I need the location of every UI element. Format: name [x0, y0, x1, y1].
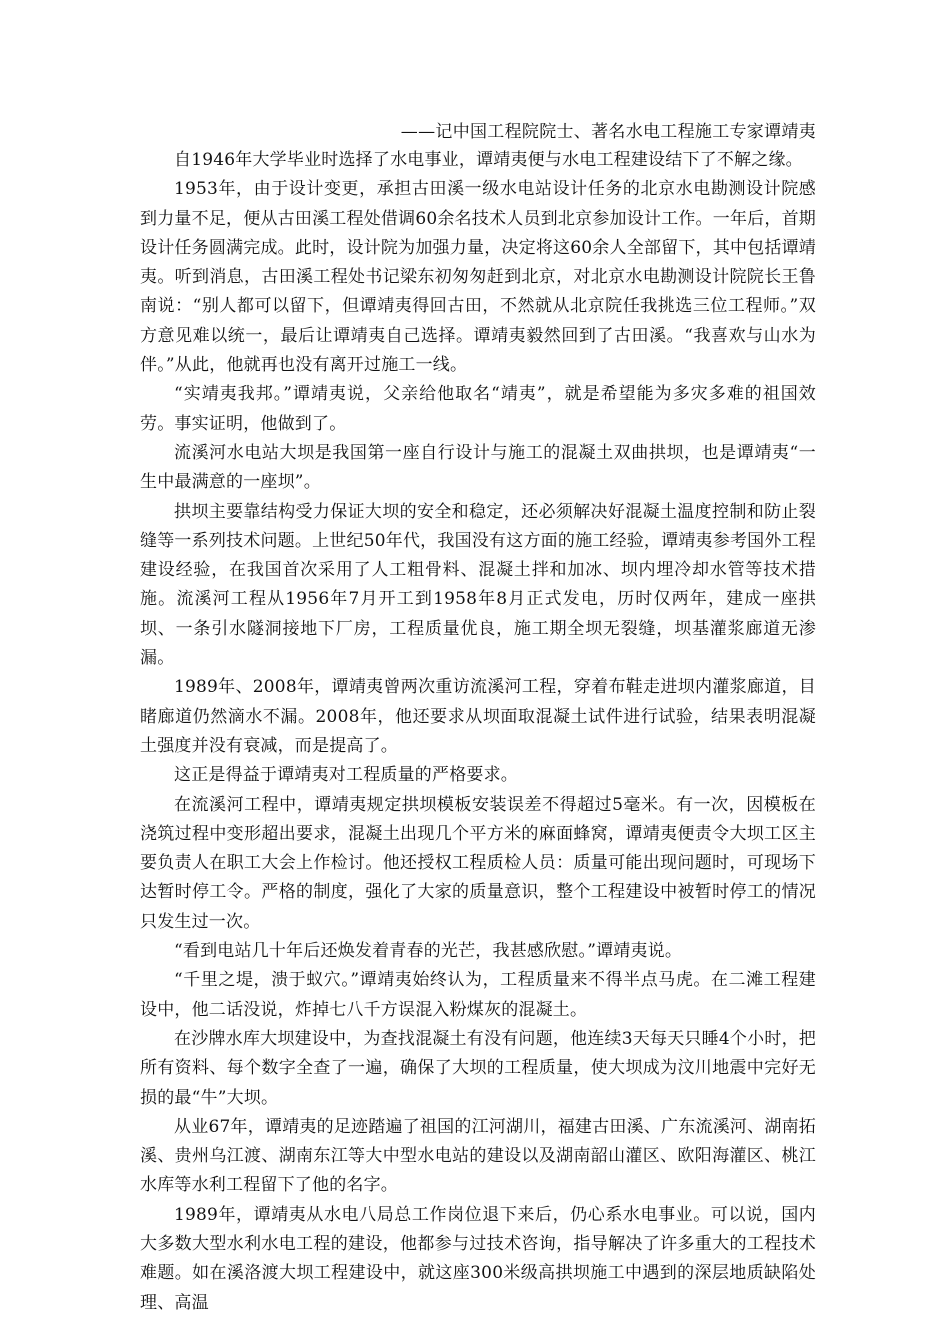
paragraph: “千里之堤，溃于蚁穴。”谭靖夷始终认为，工程质量来不得半点马虎。在二滩工程建设中，他二话没说，炸掉七八千方误混入粉煤灰的混凝土。	[140, 970, 816, 1020]
paragraph: “实靖夷我邦。”谭靖夷说，父亲给他取名“靖夷”，就是希望能为多灾多难的祖国效劳。事实证明，他做到了。	[140, 384, 816, 434]
paragraph: 在流溪河工程中，谭靖夷规定拱坝模板安装误差不得超过5毫米。有一次，因模板在浇筑过程中变形超出要求，混凝土出现几个平方米的麻面蜂窝，谭靖夷便责令大坝工区主要负责人在职工大会上作检讨。他还授权工程质检人员：质量可能出现问题时，可现场下达暂时停工令。严格的制度，强化了大家的质量意识，整个工程建设中被暂时停工的情况只发生过一次。	[140, 794, 816, 932]
article-subtitle: ——记中国工程院院士、著名水电工程施工专家谭靖夷	[400, 122, 816, 142]
article-page	[140, 118, 816, 1318]
paragraph: 1989年、2008年，谭靖夷曾两次重访流溪河工程，穿着布鞋走进坝内灌浆廊道，目睹廊道仍然滴水不漏。2008年，他还要求从坝面取混凝土试件进行试验，结果表明混凝土强度并没有衰减，而是提高了。	[140, 677, 816, 756]
paragraph: 1953年，由于设计变更，承担古田溪一级水电站设计任务的北京水电勘测设计院感到力量不足，便从古田溪工程处借调60余名技术人员到北京参加设计工作。一年后，首期设计任务圆满完成。此时，设计院为加强力量，决定将这60余人全部留下，其中包括谭靖夷。听到消息，古田溪工程处书记梁东初匆匆赶到北京，对北京水电勘测设计院院长王鲁南说：“别人都可以留下，但谭靖夷得回古田，不然就从北京院任我挑选三位工程师。”双方意见难以统一，最后让谭靖夷自己选择。谭靖夷毅然回到了古田溪。“我喜欢与山水为伴。”从此，他就再也没有离开过施工一线。	[140, 179, 816, 376]
paragraph: 这正是得益于谭靖夷对工程质量的严格要求。	[174, 765, 518, 786]
paragraph: 自1946年大学毕业时选择了水电事业，谭靖夷便与水电工程建设结下了不解之缘。	[174, 150, 803, 170]
paragraph: 流溪河水电站大坝是我国第一座自行设计与施工的混凝土双曲拱坝，也是谭靖夷“一生中最满意的一座坝”。	[140, 442, 816, 493]
paragraph: 1989年，谭靖夷从水电八局总工作岗位退下来后，仍心系水电事业。可以说，国内大多数大型水利水电工程的建设，他都参与过技术咨询，指导解决了许多重大的工程技术难题。如在溪洛渡大坝工程建设中，就这座300米级高拱坝施工中遇到的深层地质缺陷处理、高温	[140, 1204, 816, 1313]
paragraph: 在沙牌水库大坝建设中，为查找混凝土有没有问题，他连续3天每天只睡4个小时，把所有资料、每个数字全查了一遍，确保了大坝的工程质量，使大坝成为汶川地震中完好无损的最“牛”大坝。	[140, 1028, 816, 1108]
paragraph: 从业67年，谭靖夷的足迹踏遍了祖国的江河湖川，福建古田溪、广东流溪河、湖南拓溪、贵州乌江渡、湖南东江等大中型水电站的建设以及湖南韶山灌区、欧阳海灌区、桃江水库等水利工程留下了他的名字。	[140, 1116, 816, 1196]
paragraph: “看到电站几十年后还焕发着青春的光芒，我甚感欣慰。”谭靖夷说。	[174, 941, 683, 962]
paragraph: 拱坝主要靠结构受力保证大坝的安全和稳定，还必须解决好混凝土温度控制和防止裂缝等一系列技术问题。上世纪50年代，我国没有这方面的施工经验，谭靖夷参考国外工程建设经验，在我国首次采用了人工粗骨料、混凝土拌和加冰、坝内埋冷却水管等技术措施。流溪河工程从1956年7月开工到1958年8月正式发电，历时仅两年，建成一座拱坝、一条引水隧洞接地下厂房，工程质量优良，施工期全坝无裂缝，坝基灌浆廊道无渗漏。	[140, 501, 816, 669]
